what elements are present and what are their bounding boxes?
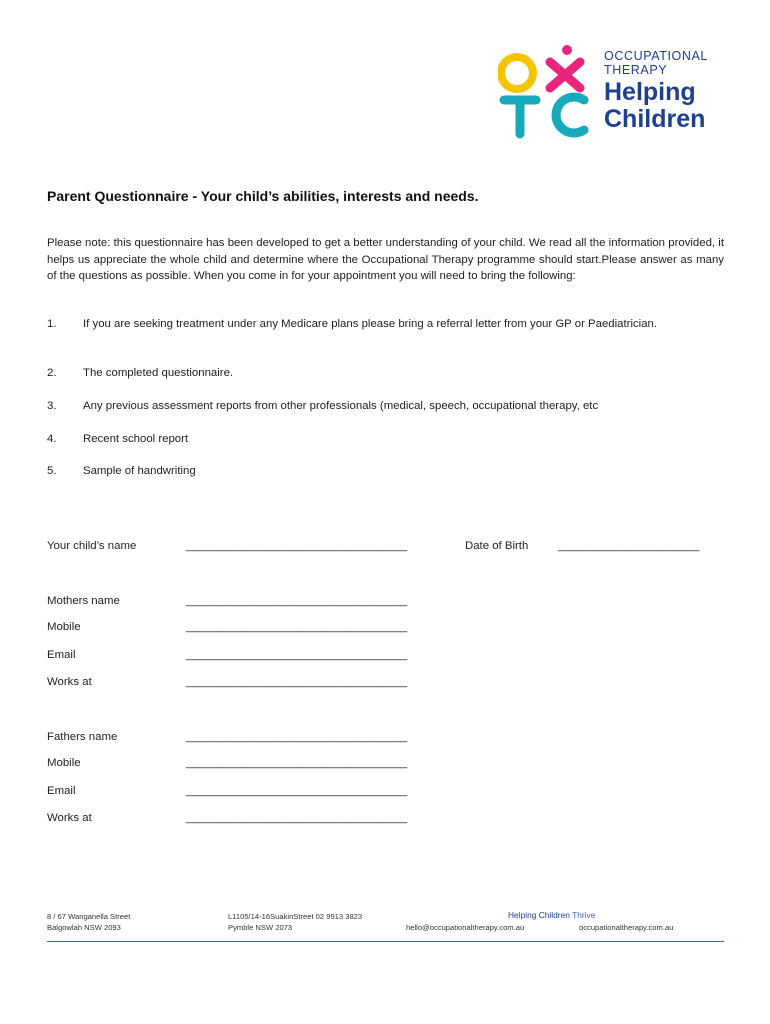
list-item-number: 1. [47,318,57,330]
child-name-label: Your child’s name [47,540,137,552]
list-item-text: Sample of handwriting [83,465,196,477]
logo-mark-icon [498,42,604,142]
list-item-text: If you are seeking treatment under any Medicare plans please bring a referral letter from your GP or Paediatrician. [83,318,658,330]
footer-address-line: L1105/14-16SuakinStreet 02 9913 3823 [228,912,363,921]
footer-address-pymble [228,911,362,933]
mother-email-label: Email [47,649,76,661]
footer-address-line: Pymble NSW 2073 [228,923,293,932]
list-item-number: 4. [47,433,57,445]
fathers-name-label: Fathers name [47,731,118,743]
fathers-name-field[interactable]: ____________________________________ [186,731,407,743]
dob-label: Date of Birth [465,540,529,552]
footer-tagline-main: Helping Children [508,910,570,920]
mothers-name-label: Mothers name [47,595,120,607]
intro-paragraph: Please note: this questionnaire has been developed to get a better understanding of your child. We read all the information provided, it helps us appreciate the whole child and determine where the Occupational Therapy programme should start.Please answer as many of the questions as possible. When you come in for your appointment you will need to bring the following: [47,237,724,283]
father-mobile-label: Mobile [47,757,81,769]
mother-works-at-label: Works at [47,676,92,688]
footer-address-balgowlah [47,911,130,933]
mother-mobile-field[interactable]: ____________________________________ [186,621,407,633]
mother-mobile-label: Mobile [47,621,81,633]
father-mobile-field[interactable]: ____________________________________ [186,757,407,769]
list-item-number: 3. [47,400,57,412]
footer-tagline-thrive: Thrive [572,910,596,920]
list-item-number: 2. [47,367,57,379]
father-email-field[interactable]: ____________________________________ [186,785,407,797]
mothers-name-field[interactable]: ____________________________________ [186,595,407,607]
footer-address-line: 8 / 67 Wanganella Street [47,912,131,921]
child-name-field[interactable]: ____________________________________ [186,540,407,552]
footer-website-link[interactable]: occupationaltherapy.com.au [579,923,674,932]
page-title: Parent Questionnaire - Your child’s abilities, interests and needs. [47,188,479,204]
father-works-at-label: Works at [47,812,92,824]
father-works-at-field[interactable]: ____________________________________ [186,812,407,824]
logo-line-occupational: OCCUPATIONAL [604,49,708,63]
list-item-text: Any previous assessment reports from other professionals (medical, speech, occupational therapy, etc [83,400,599,412]
mother-email-field[interactable]: ____________________________________ [186,649,407,661]
father-email-label: Email [47,785,76,797]
company-logo [498,42,730,142]
list-item-text: The completed questionnaire. [83,367,234,379]
list-item-text: Recent school report [83,433,189,445]
list-item-number: 5. [47,465,57,477]
footer-tagline [508,910,595,921]
footer-email-link[interactable]: hello@occupationaltherapy.com.au [406,923,525,932]
footer-divider [47,941,724,942]
logo-line-children: Children [604,105,706,133]
mother-works-at-field[interactable]: ____________________________________ [186,676,407,688]
logo-line-therapy: THERAPY [604,62,668,77]
footer-address-line: Balgowlah NSW 2093 [47,923,121,932]
dob-field[interactable]: _______________________ [558,540,700,552]
logo-line-helping: Helping [604,78,696,106]
logo-wordmark [604,50,708,133]
